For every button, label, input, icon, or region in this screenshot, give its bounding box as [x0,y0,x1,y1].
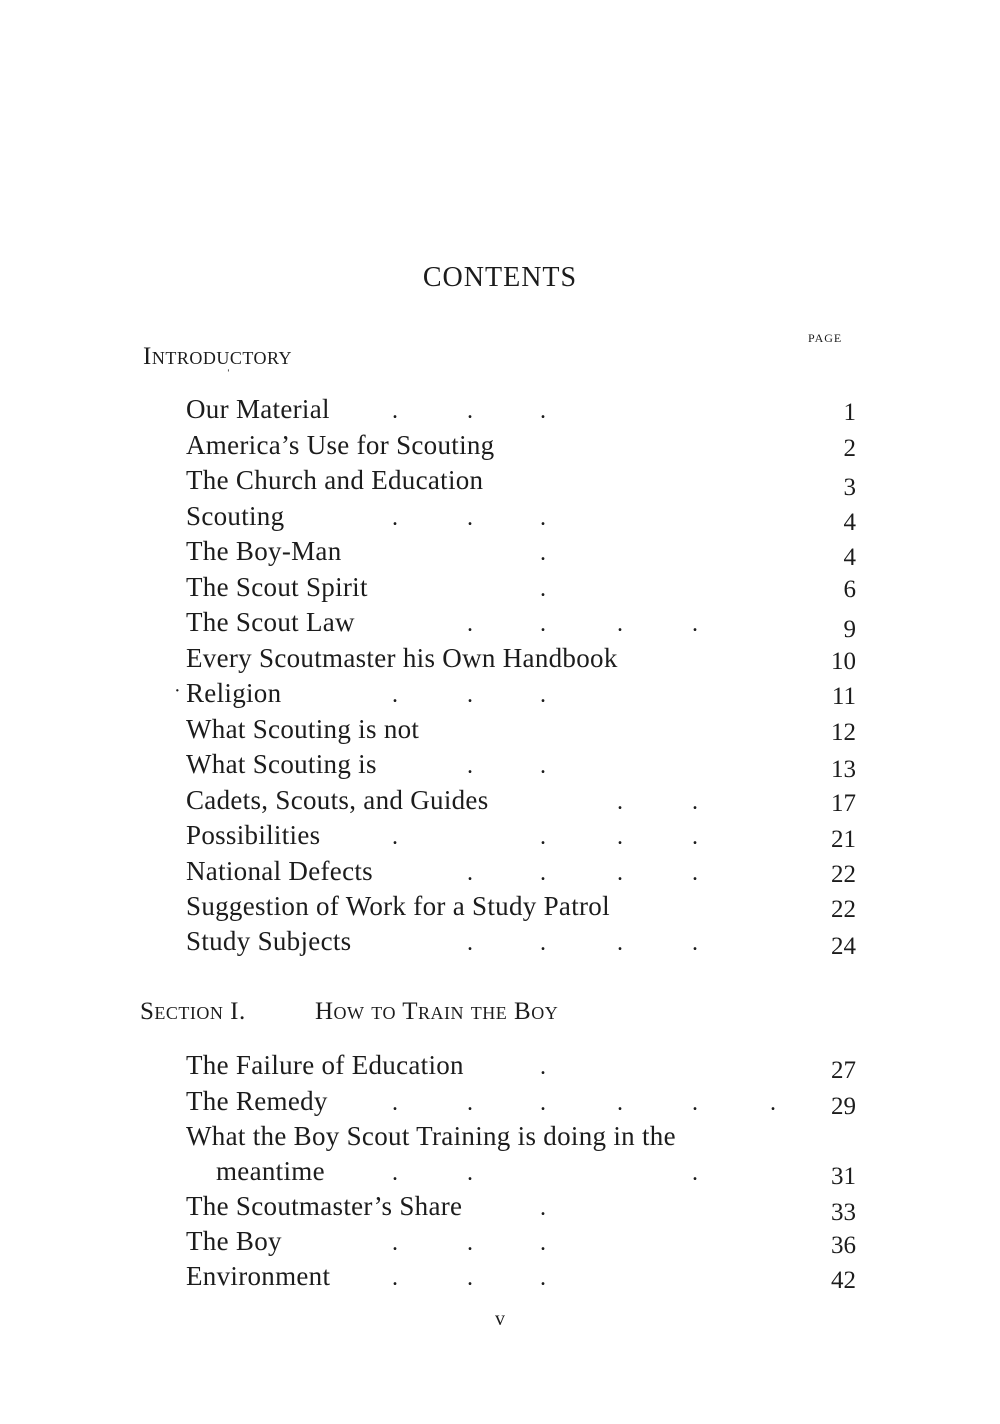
toc-entry-page: 9 [843,616,856,643]
toc-entry-page: 2 [843,435,856,462]
toc-entry-title: What the Boy Scout Training is doing in the [186,1121,676,1151]
leader-dot: . [392,824,398,850]
toc-entry-page: 4 [843,509,856,536]
toc-entry-page: 24 [831,933,856,960]
leader-dot: . [392,505,398,531]
stray-mark: · [174,680,181,702]
leader-dot: . [467,505,473,531]
leader-dot: . [692,611,698,637]
leader-dot: . [467,1090,473,1116]
leader-dot: . [770,1090,776,1116]
toc-entry-title: The Church and Education [186,465,484,495]
leader-dot: . [467,860,473,886]
stray-mark: ˈ [226,368,231,383]
page-title: CONTENTS [422,262,578,293]
toc-entry-title: Religion [186,678,282,708]
toc-entry-page: 27 [831,1057,856,1084]
leader-dot: . [392,398,398,424]
toc-entry-title: The Failure of Education [186,1050,464,1080]
leader-dot: . [467,682,473,708]
toc-entry-page: 10 [831,648,856,675]
toc-entry-page: 11 [831,683,856,710]
toc-entry-title: The Remedy [186,1086,328,1116]
leader-dot: . [540,1090,546,1116]
leader-dot: . [692,860,698,886]
toc-entry-title: Suggestion of Work for a Study Patrol [186,891,610,921]
section-number: Section I. [140,998,246,1025]
toc-entry-page: 22 [831,861,856,888]
leader-dot: . [540,1054,546,1080]
leader-dot: . [617,1090,623,1116]
leader-dot: . [540,682,546,708]
leader-dot: . [692,930,698,956]
leader-dot: . [540,753,546,779]
toc-entry-title: The Scoutmaster’s Share [186,1191,463,1221]
toc-entry-title: What Scouting is [186,749,377,779]
leader-dot: . [617,611,623,637]
page-folio: v [495,1308,505,1330]
leader-dot: . [540,1195,546,1221]
leader-dot: . [392,1160,398,1186]
toc-entry-title: The Scout Law [186,607,355,637]
toc-entry-title-continuation: meantime [216,1156,325,1186]
leader-dot: . [392,682,398,708]
toc-entry-title: Environment [186,1261,331,1291]
toc-entry-title: Study Subjects [186,926,352,956]
introductory-heading: Introductory [143,343,293,370]
toc-entry-page: 13 [831,756,856,783]
leader-dot: . [540,1230,546,1256]
toc-entry-title: Our Material [186,394,330,424]
toc-entry-title: The Boy [186,1226,282,1256]
toc-entry-page: 42 [831,1267,856,1294]
toc-entry-title: Every Scoutmaster his Own Handbook [186,643,618,673]
toc-entry-page: 21 [831,826,856,853]
leader-dot: . [540,1265,546,1291]
toc-entry-page: 36 [831,1232,856,1259]
toc-entry-title: The Scout Spirit [186,572,368,602]
leader-dot: . [467,930,473,956]
leader-dot: . [467,611,473,637]
leader-dot: . [540,611,546,637]
leader-dot: . [467,398,473,424]
toc-entry-page: 3 [843,474,856,501]
toc-entry-page: 4 [843,544,856,571]
leader-dot: . [692,1090,698,1116]
leader-dot: . [692,824,698,850]
leader-dot: . [540,398,546,424]
page-column-label: PAGE [808,331,843,345]
toc-entry-title: The Boy-Man [186,536,342,566]
toc-entry-title: National Defects [186,856,373,886]
toc-entry-page: 22 [831,896,856,923]
leader-dot: . [467,1265,473,1291]
toc-entry-page: 33 [831,1199,856,1226]
toc-entry-title: America’s Use for Scouting [186,430,495,460]
leader-dot: . [392,1265,398,1291]
leader-dot: . [392,1230,398,1256]
leader-dot: . [617,930,623,956]
leader-dot: . [692,789,698,815]
toc-entry-title: Scouting [186,501,285,531]
leader-dot: . [467,753,473,779]
leader-dot: . [540,860,546,886]
leader-dot: . [540,540,546,566]
leader-dot: . [617,789,623,815]
toc-entry-page: 6 [843,576,856,603]
toc-entry-page: 31 [831,1163,856,1190]
section-title: How to Train the Boy [315,998,559,1025]
toc-entry-page: 17 [831,790,856,817]
leader-dot: . [392,1090,398,1116]
toc-entry-title: Possibilities [186,820,321,850]
leader-dot: . [467,1230,473,1256]
leader-dot: . [467,1160,473,1186]
leader-dot: . [540,930,546,956]
leader-dot: . [540,824,546,850]
toc-entry-title: Cadets, Scouts, and Guides [186,785,489,815]
leader-dot: . [617,860,623,886]
leader-dot: . [540,576,546,602]
toc-entry-page: 12 [831,719,856,746]
leader-dot: . [617,824,623,850]
leader-dot: . [692,1160,698,1186]
toc-entry-page: 1 [843,399,856,426]
toc-entry-page: 29 [831,1093,856,1120]
leader-dot: . [540,505,546,531]
toc-entry-title: What Scouting is not [186,714,420,744]
